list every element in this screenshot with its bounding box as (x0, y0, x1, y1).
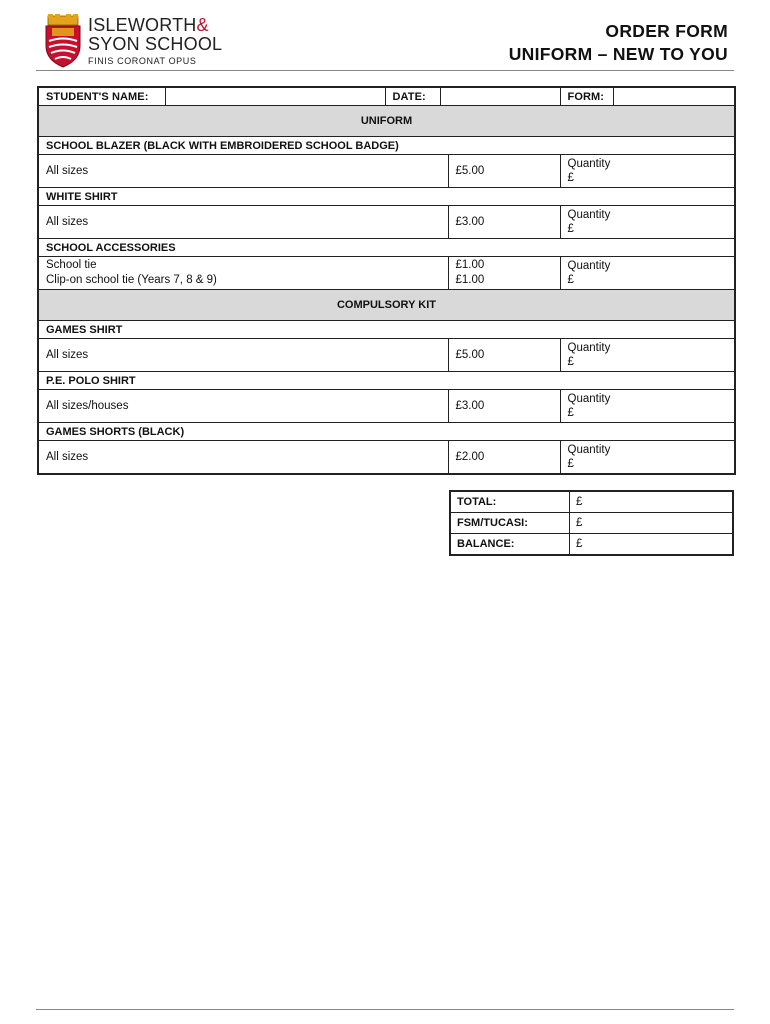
item-heading-games-shorts (38, 423, 735, 441)
school-tie-description: School tie (46, 259, 97, 271)
form-title (509, 20, 728, 66)
fsm-label: FSM/TUCASI: (450, 513, 570, 534)
item-row-games-shirt (38, 339, 735, 372)
pe-polo-quantity-label: Quantity (567, 393, 611, 405)
balance-row (450, 534, 733, 556)
school-name-line1: ISLEWORTH& (88, 15, 209, 35)
fsm-row (450, 513, 733, 534)
games-shorts-price: £2.00 (448, 441, 560, 475)
pe-polo-price: £3.00 (448, 390, 560, 423)
form-field[interactable] (613, 87, 735, 106)
games-shorts-quantity-field[interactable] (560, 441, 735, 475)
item-heading-pe-polo (38, 372, 735, 390)
school-name-line2: SYON SCHOOL (88, 34, 223, 54)
accessories-quantity-label: Quantity (567, 260, 611, 272)
pe-polo-amount: £ (567, 407, 574, 419)
accessories-description (38, 257, 448, 290)
section-compulsory-kit (38, 290, 735, 321)
white-shirt-amount: £ (567, 223, 574, 235)
title-line-uniform: UNIFORM – NEW TO YOU (508, 44, 728, 64)
accessories-prices (448, 257, 560, 290)
clip-on-tie-price: £1.00 (455, 274, 485, 286)
games-shorts-amount: £ (567, 458, 574, 470)
games-shirt-description: All sizes (38, 339, 448, 372)
student-name-label: STUDENT'S NAME: (38, 87, 165, 106)
blazer-description: All sizes (38, 155, 448, 188)
games-shirt-amount: £ (567, 356, 574, 368)
accessories-amount: £ (567, 274, 574, 286)
games-shorts-heading: GAMES SHORTS (BLACK) (38, 423, 735, 441)
order-table (37, 86, 736, 475)
white-shirt-heading: WHITE SHIRT (38, 188, 735, 206)
games-shorts-quantity-label: Quantity (567, 444, 611, 456)
games-shirt-price: £5.00 (448, 339, 560, 372)
school-crest-icon (44, 14, 82, 68)
games-shirt-quantity-field[interactable] (560, 339, 735, 372)
date-label: DATE: (385, 87, 440, 106)
pe-polo-heading: P.E. POLO SHIRT (38, 372, 735, 390)
item-heading-games-shirt (38, 321, 735, 339)
blazer-quantity-field[interactable] (560, 155, 735, 188)
blazer-amount: £ (567, 172, 574, 184)
total-row (450, 491, 733, 513)
blazer-quantity-label: Quantity (567, 158, 611, 170)
totals-table (449, 490, 734, 556)
title-line-order-form: ORDER FORM (605, 21, 728, 41)
item-row-accessories (38, 257, 735, 290)
balance-label: BALANCE: (450, 534, 570, 556)
item-heading-accessories (38, 239, 735, 257)
form-label: FORM: (560, 87, 613, 106)
student-details-row (38, 87, 735, 106)
school-name-ampersand: & (196, 15, 209, 35)
item-row-pe-polo (38, 390, 735, 423)
white-shirt-quantity-label: Quantity (567, 209, 611, 221)
school-motto: FINIS CORONAT OPUS (88, 56, 197, 66)
school-tie-price: £1.00 (455, 259, 485, 271)
accessories-heading: SCHOOL ACCESSORIES (38, 239, 735, 257)
total-field[interactable]: £ (570, 491, 734, 513)
pe-polo-description: All sizes/houses (38, 390, 448, 423)
item-heading-blazer (38, 137, 735, 155)
item-row-white-shirt (38, 206, 735, 239)
school-logo (44, 14, 244, 70)
blazer-price: £5.00 (448, 155, 560, 188)
white-shirt-quantity-field[interactable] (560, 206, 735, 239)
item-heading-white-shirt (38, 188, 735, 206)
fsm-field[interactable]: £ (570, 513, 734, 534)
item-row-blazer (38, 155, 735, 188)
clip-on-tie-description: Clip-on school tie (Years 7, 8 & 9) (46, 274, 217, 286)
balance-field[interactable]: £ (570, 534, 734, 556)
accessories-quantity-field[interactable] (560, 257, 735, 290)
white-shirt-description: All sizes (38, 206, 448, 239)
section-uniform (38, 106, 735, 137)
section-uniform-title: UNIFORM (38, 106, 735, 137)
total-label: TOTAL: (450, 491, 570, 513)
games-shorts-description: All sizes (38, 441, 448, 475)
header-divider (36, 70, 734, 71)
games-shirt-heading: GAMES SHIRT (38, 321, 735, 339)
student-name-field[interactable] (165, 87, 385, 106)
white-shirt-price: £3.00 (448, 206, 560, 239)
games-shirt-quantity-label: Quantity (567, 342, 611, 354)
date-field[interactable] (440, 87, 560, 106)
item-row-games-shorts (38, 441, 735, 475)
blazer-heading: SCHOOL BLAZER (BLACK WITH EMBROIDERED SCHOOL BADGE) (38, 137, 735, 155)
pe-polo-quantity-field[interactable] (560, 390, 735, 423)
footer-divider (36, 1009, 734, 1010)
section-compulsory-kit-title: COMPULSORY KIT (38, 290, 735, 321)
